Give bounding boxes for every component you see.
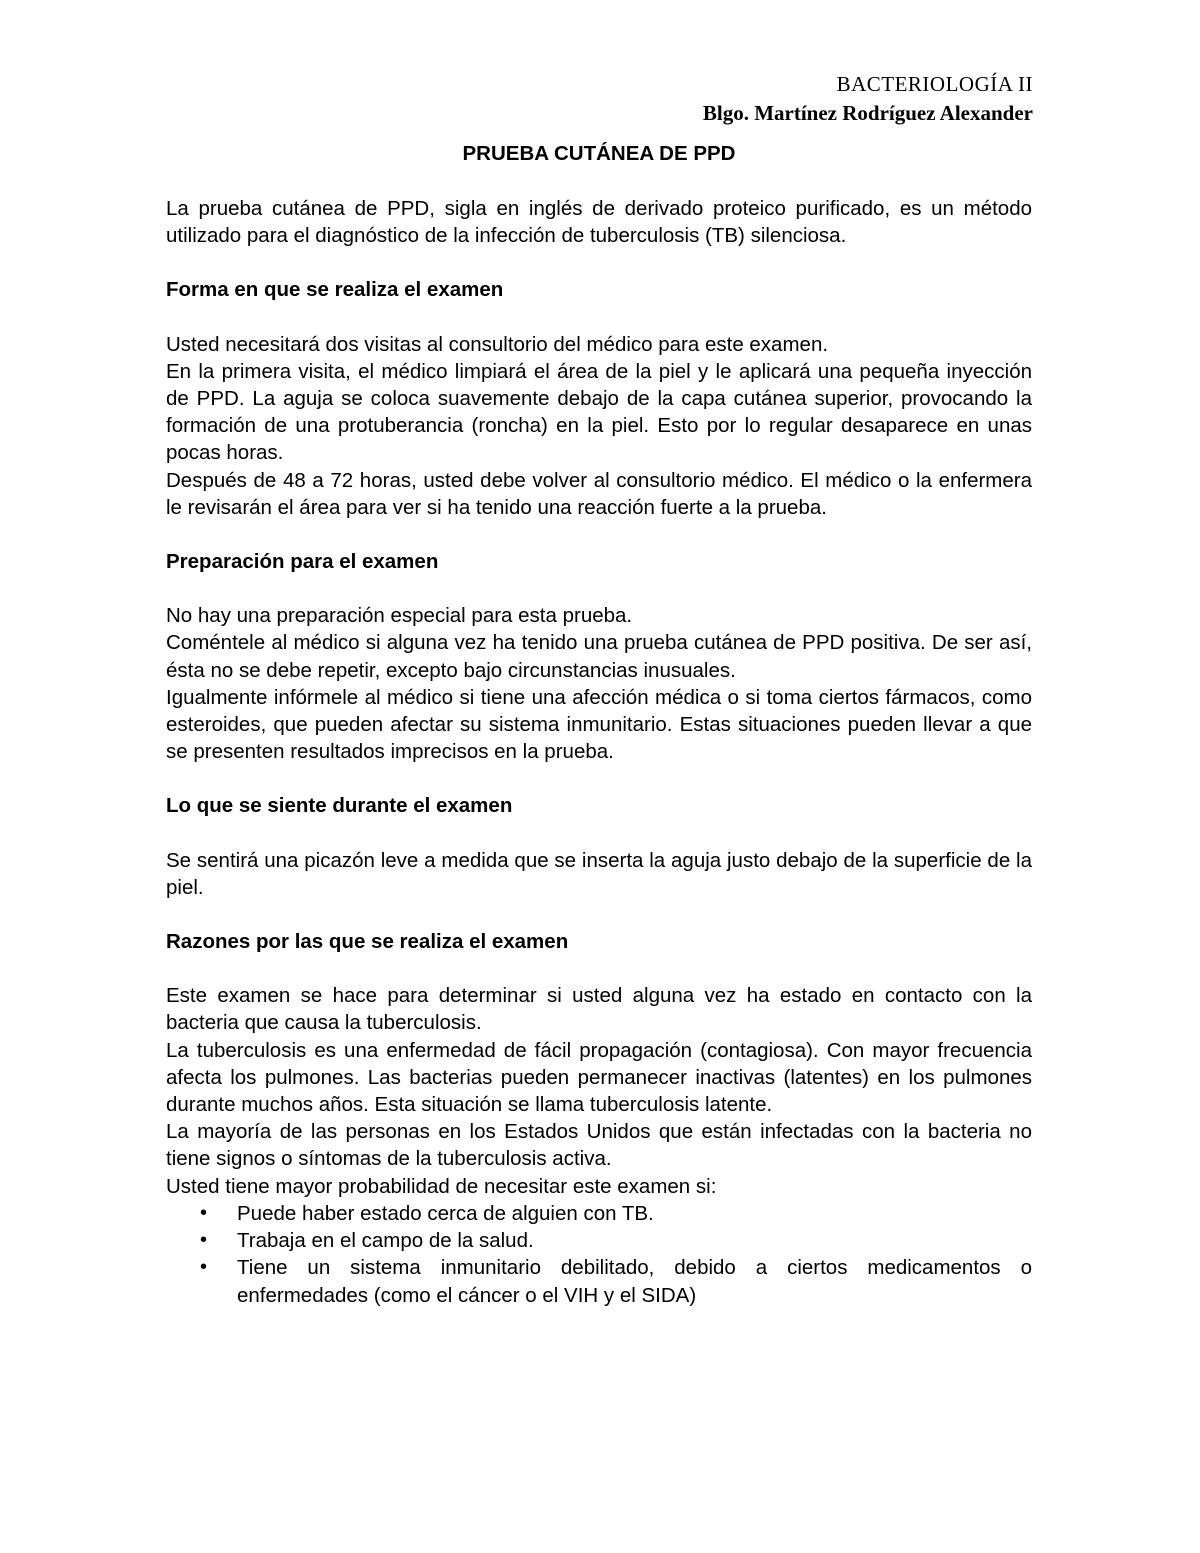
course-name: BACTERIOLOGÍA II [836,72,1033,96]
paragraph: Usted necesitará dos visitas al consultorio del médico para este examen. [166,332,829,356]
list-item-text: Trabaja en el campo de la salud. [237,1229,534,1253]
intro-paragraph: La prueba cutánea de PPD, sigla en inglés de derivado proteico purificado, es un método utilizado para el diagnóstico de la infección de tuberculosis (TB) silenciosa. [166,197,1032,248]
section-reasons [166,928,1032,1309]
document-body [166,139,1032,1309]
paragraph: La mayoría de las personas en los Estados Unidos que están infectadas con la bacteria no tiene signos o síntomas de la tuberculosis activa. [166,1120,1032,1171]
paragraph: Igualmente infórmele al médico si tiene una afección médica o si toma ciertos fármacos, como esteroides, que pueden afectar su sistema inmunitario. Estas situaciones pueden llevar a que se presenten resultados imprecisos en la prueba. [166,685,1032,764]
author-name: Blgo. Martínez Rodríguez Alexander [702,101,1033,125]
bullet-icon: • [200,1201,208,1224]
paragraph: Usted tiene mayor probabilidad de necesitar este examen si: [166,1174,717,1198]
paragraph: Después de 48 a 72 horas, usted debe volver al consultorio médico. El médico o la enfermera le revisarán el área para ver si ha tenido una reacción fuerte a la prueba. [166,468,1032,519]
paragraph: En la primera visita, el médico limpiará el área de la piel y le aplicará una pequeña inyección de PPD. La aguja se coloca suavemente debajo de la capa cutánea superior, provocando la formación de una protuberancia (roncha) en la piel. Esto por lo regular desaparece en unas pocas horas. [166,359,1032,465]
section-sensation [166,792,1032,901]
document-header [703,70,1033,128]
list-item-text: Puede haber estado cerca de alguien con TB. [237,1201,654,1225]
list-item [166,1227,1032,1254]
bullet-list [166,1200,1032,1309]
paragraph: No hay una preparación especial para esta prueba. [166,604,633,628]
document-title: PRUEBA CUTÁNEA DE PPD [462,142,736,165]
bullet-icon: • [200,1256,208,1279]
section-heading: Lo que se siente durante el examen [166,794,513,818]
section-heading: Preparación para el examen [166,550,439,574]
list-item-text: Tiene un sistema inmunitario debilitado, debido a ciertos medicamentos o enfermedades (como el cáncer o el VIH y el SIDA) [237,1256,1032,1307]
list-item [166,1254,1032,1308]
paragraph: Este examen se hace para determinar si usted alguna vez ha estado en contacto con la bacteria que causa la tuberculosis. [166,984,1032,1035]
section-procedure [166,276,1032,521]
paragraph: Se sentirá una picazón leve a medida que se inserta la aguja justo debajo de la superficie de la piel. [166,848,1032,899]
paragraph: La tuberculosis es una enfermedad de fácil propagación (contagiosa). Con mayor frecuencia afecta los pulmones. Las bacterias pueden permanecer inactivas (latentes) en los pulmones durante muchos años. Esta situación se llama tuberculosis latente. [166,1038,1032,1117]
section-heading: Forma en que se realiza el examen [166,278,504,302]
section-preparation [166,548,1032,765]
section-heading: Razones por las que se realiza el examen [166,930,569,954]
bullet-icon: • [200,1229,208,1252]
paragraph: Coméntele al médico si alguna vez ha tenido una prueba cutánea de PPD positiva. De ser así, ésta no se debe repetir, excepto bajo circunstancias inusuales. [166,631,1032,682]
list-item [166,1200,1032,1227]
